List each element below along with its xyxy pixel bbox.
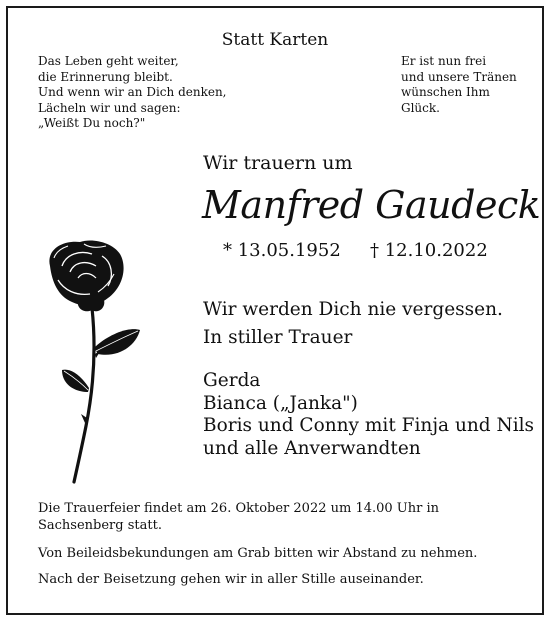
- mourning-lead: Wir trauern um: [203, 152, 353, 174]
- death-date: † 12.10.2022: [370, 240, 488, 261]
- ceremony-notice: Die Trauerfeier findet am 26. Oktober 2022 um 14.00 Uhr in Sachsenberg statt.: [38, 501, 440, 533]
- verse-right-line: Glück.: [401, 100, 440, 115]
- never-forget-line: Wir werden Dich nie vergessen.: [203, 299, 503, 320]
- verse-left-line: Und wenn wir an Dich denken,: [38, 85, 227, 99]
- farewell-notice: Nach der Beisetzung gehen wir in aller Stille auseinander.: [38, 572, 424, 587]
- verse-right-line: Er ist nun frei: [401, 54, 487, 68]
- deceased-name: Manfred Gaudeck: [202, 183, 541, 227]
- family-member: Boris und Conny mit Finja und Nils: [203, 415, 535, 436]
- header-title: Statt Karten: [221, 30, 329, 50]
- birth-date: * 13.05.1952: [223, 240, 341, 261]
- family-member: Gerda: [203, 370, 261, 391]
- condolence-notice: Von Beileidsbekundungen am Grab bitten wir Abstand zu nehmen.: [38, 546, 478, 561]
- verse-right-line: wünschen Ihm: [401, 85, 490, 99]
- rose-icon: [40, 236, 150, 486]
- family-list: [203, 370, 534, 460]
- in-mourning-line: In stiller Trauer: [203, 327, 353, 348]
- family-member: und alle Anverwandten: [203, 437, 421, 459]
- verse-left-line: „Weißt Du noch?": [38, 116, 146, 130]
- verse-left: [38, 54, 227, 132]
- verse-right: [401, 54, 517, 116]
- verse-right-line: und unsere Tränen: [401, 69, 517, 84]
- verse-left-line: Das Leben geht weiter,: [38, 54, 179, 68]
- verse-left-line: die Erinnerung bleibt.: [38, 69, 173, 84]
- family-member: Bianca („Janka"): [203, 392, 358, 414]
- verse-left-line: Lächeln wir und sagen:: [38, 100, 181, 115]
